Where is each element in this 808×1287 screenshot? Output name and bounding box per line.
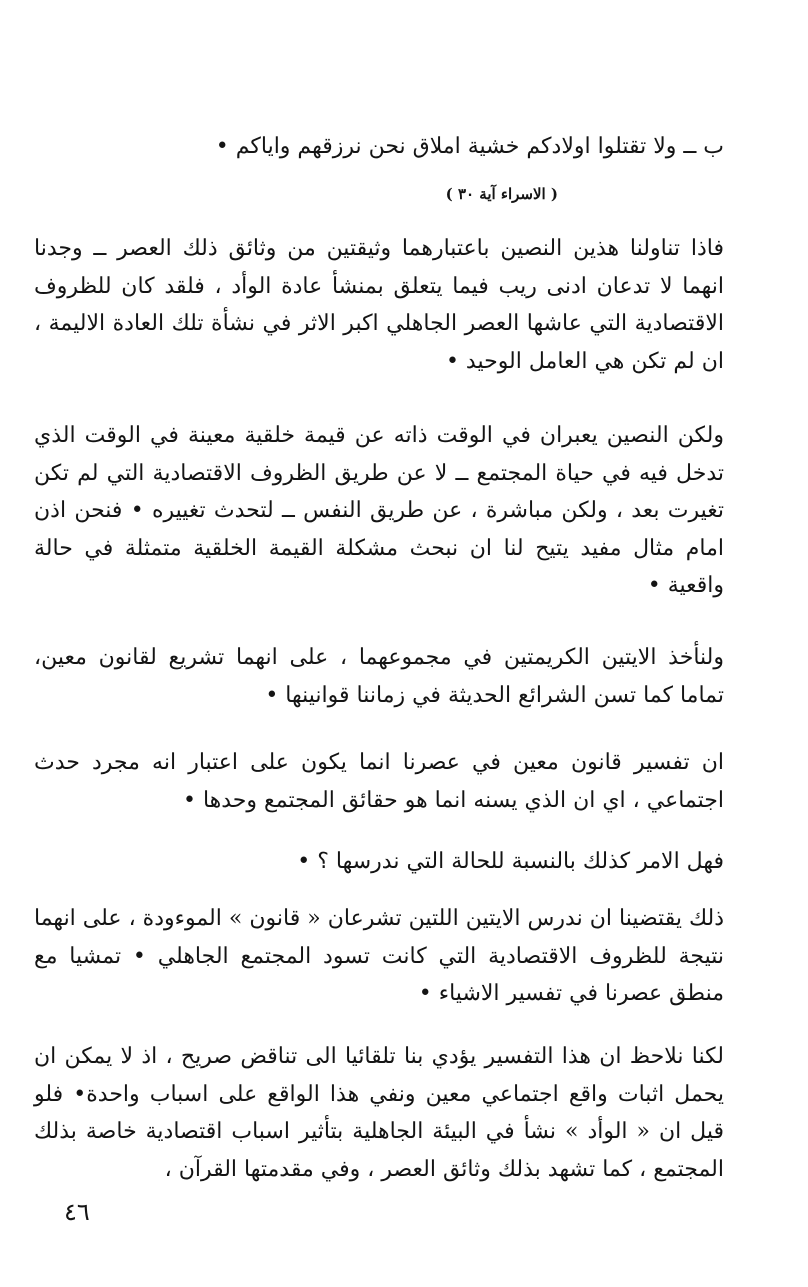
page-number: ٤٦ [64, 1198, 90, 1226]
paragraph-5: فهل الامر كذلك بالنسبة للحالة التي ندرسها ؟ • [297, 849, 724, 874]
paragraph-3: ولنأخذ الايتين الكريمتين في مجموعهما ، على انهما تشريع لقانون معين، تماما كما تسن الشرائع الحديثة في زماننا قوانينها • [34, 645, 724, 708]
paragraph-6: ذلك يقتضينا ان ندرس الايتين اللتين تشرعان « قانون » الموءودة ، على انهما نتيجة للظروف الاقتصادية التي كانت تسود المجتمع الجاهلي • تمشيا مع منطق عصرنا في تفسير الاشياء • [34, 906, 724, 1006]
quran-verse: ب ــ ولا تقتلوا اولادكم خشية املاق نحن نرزقهم واياكم • [215, 134, 724, 159]
paragraph-2: ولكن النصين يعبران في الوقت ذاته عن قيمة خلقية معينة في الوقت الذي تدخل فيه في حياة المجتمع ــ لا عن طريق الظروف الاقتصادية التي لم تكن تغيرت بعد ، ولكن مباشرة ، عن طريق النفس ــ لتحدث تغييره • فنحن اذن امام مثال مفيد يتيح لنا ان نبحث مشكلة القيمة الخلقية متمثلة في حالة واقعية • [34, 423, 724, 598]
verse-reference: ( الاسراء آية ٣٠ ) [445, 185, 558, 203]
paragraph-1: فاذا تناولنا هذين النصين باعتبارهما وثيقتين من وثائق ذلك العصر ــ وجدنا انهما لا تدعان ادنى ريب فيما يتعلق بمنشأ عادة الوأد ، فلقد كان للظروف الاقتصادية التي عاشها العصر الجاهلي اكبر الاثر في نشأة تلك العادة الاليمة ، ان لم تكن هي العامل الوحيد • [34, 236, 724, 374]
paragraph-7: لكنا نلاحظ ان هذا التفسير يؤدي بنا تلقائيا الى تناقض صريح ، اذ لا يمكن ان يحمل اثبات واقع اجتماعي معين ونفي هذا الواقع على اسباب واحدة• فلو قيل ان « الوأد » نشأ في البيئة الجاهلية بتأثير اسباب اقتصادية خاصة بذلك المجتمع ، كما تشهد بذلك وثائق العصر ، وفي مقدمتها القرآن ، [34, 1044, 725, 1182]
paragraph-4: ان تفسير قانون معين في عصرنا انما يكون على اعتبار انه مجرد حدث اجتماعي ، اي ان الذي يسنه انما هو حقائق المجتمع وحدها • [34, 750, 724, 813]
